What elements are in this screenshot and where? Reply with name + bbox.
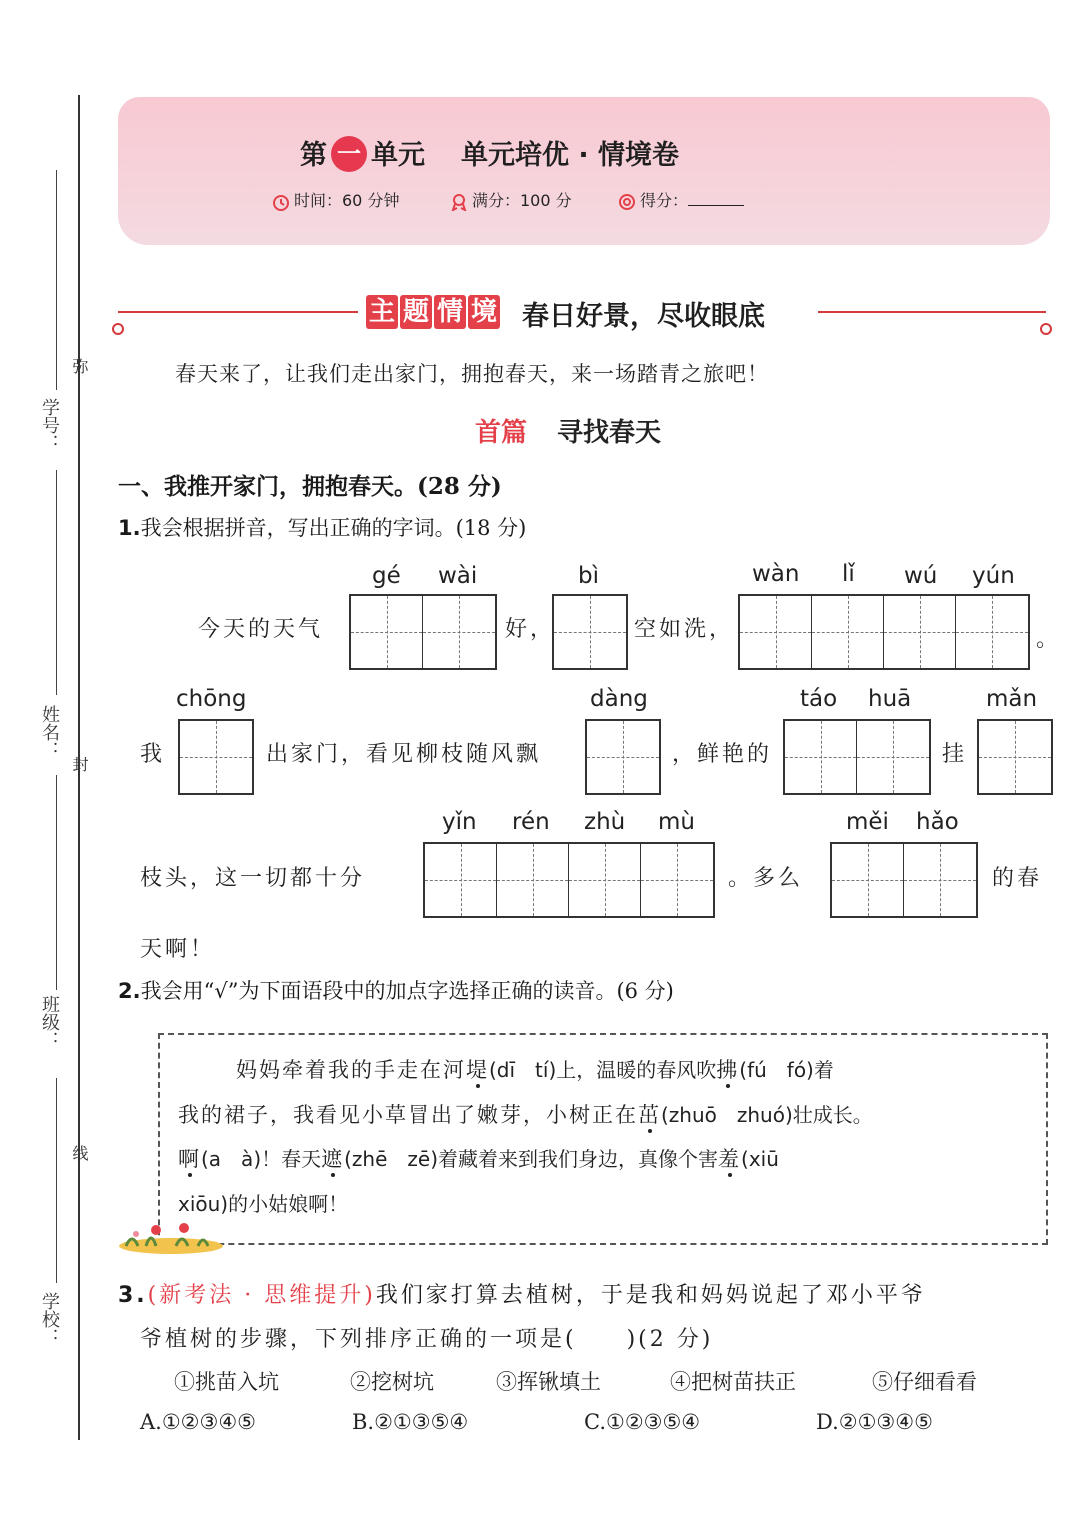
question-number: 1.: [118, 516, 141, 540]
passage-line-3: [178, 1143, 779, 1173]
seal-mark-3: 线: [70, 1145, 89, 1161]
passage-line-2: [178, 1099, 873, 1129]
chapter-label: 首篇: [475, 418, 528, 448]
answer-grid-dang[interactable]: [585, 719, 661, 795]
dotted-char: 羞: [718, 1147, 742, 1171]
theme-rule-right: [818, 311, 1046, 313]
pinyin: rén: [512, 809, 550, 835]
pinyin: dàng: [590, 686, 648, 712]
dotted-char: 遮: [321, 1147, 345, 1171]
question-3-text-2: 爷植树的步骤，下列排序正确的一项是( )(2 分): [140, 1327, 714, 1352]
pinyin: yǐn: [442, 809, 477, 835]
step-5: ⑤仔细看看: [872, 1370, 977, 1394]
seal-mark-2: 封: [70, 756, 89, 772]
q1-line1-mid2: 空如洗，: [634, 617, 735, 642]
pinyin: wài: [438, 563, 478, 589]
question-number: 2.: [118, 979, 141, 1003]
answer-grid-chong[interactable]: [178, 719, 254, 795]
unit-title: [300, 133, 679, 175]
question-number: 3.: [118, 1283, 148, 1308]
q1-line2-mid3: 挂: [942, 742, 968, 767]
dotted-char: 拂: [716, 1058, 740, 1082]
theme-rule-left: [118, 311, 358, 313]
theme-dot-left: [112, 323, 124, 335]
option-b[interactable]: B.②①③⑤④: [352, 1410, 469, 1434]
option-d[interactable]: D.②①③④⑤: [816, 1410, 933, 1434]
score-label: 得分：: [640, 191, 689, 210]
char-cell[interactable]: [857, 721, 929, 793]
char-cell[interactable]: [956, 596, 1028, 668]
reading-options[interactable]: (zhuō zhuó)壮成长。: [661, 1103, 873, 1127]
q1-line3-mid: 。多么: [728, 866, 804, 891]
theme-tag-char: 境: [468, 295, 500, 329]
answer-grid-meihao[interactable]: [830, 842, 978, 918]
medal-icon: [450, 193, 468, 211]
flower-grass-icon: [116, 1218, 226, 1254]
reading-options[interactable]: (a à)！春天: [201, 1147, 322, 1171]
label-school: 学校：: [39, 1292, 60, 1346]
char-cell[interactable]: [641, 844, 713, 916]
step-3: ③挥锹填土: [496, 1370, 601, 1394]
answer-grid-wanliwuyun[interactable]: [738, 594, 1030, 670]
reading-options[interactable]: (dī tí)上，温暖的春风吹: [489, 1058, 717, 1082]
paper-title: 单元培优 · 情境卷: [461, 140, 680, 171]
reading-options[interactable]: xiōu)的小姑娘啊！: [178, 1192, 349, 1216]
q1-line2-pre: 我: [140, 742, 166, 767]
char-cell[interactable]: [979, 721, 1051, 793]
char-cell[interactable]: [785, 721, 857, 793]
pinyin: zhù: [584, 809, 626, 835]
blank-name: [56, 775, 57, 990]
theme-tag-char: 情: [434, 295, 466, 329]
blank-student-id: [56, 170, 57, 390]
char-cell[interactable]: [569, 844, 641, 916]
blank-student-id-2: [56, 470, 57, 695]
answer-grid-man[interactable]: [977, 719, 1053, 795]
reading-options[interactable]: (zhē zē)着藏着来到我们身边，真像个害: [344, 1147, 719, 1171]
seal-mark-1: 弥: [70, 358, 89, 374]
score-blank[interactable]: [688, 189, 744, 206]
char-cell[interactable]: [423, 596, 495, 668]
question-2-heading: [118, 975, 674, 1005]
blank-class: [56, 1078, 57, 1283]
passage-text: 妈妈牵着我的手走在河: [236, 1058, 466, 1082]
question-tag: (新考法 · 思维提升): [147, 1283, 376, 1308]
char-cell[interactable]: [497, 844, 569, 916]
answer-grid-taohua[interactable]: [783, 719, 931, 795]
theme-dot-right: [1040, 323, 1052, 335]
theme-title: 春日好景，尽收眼底: [522, 301, 765, 332]
unit-prefix: 第: [300, 140, 327, 171]
pinyin: huā: [868, 686, 912, 712]
char-cell[interactable]: [180, 721, 252, 793]
option-a[interactable]: A.①②③④⑤: [140, 1410, 256, 1434]
pinyin: mǎn: [986, 686, 1038, 712]
question-text: 我会用“√”为下面语段中的加点字选择正确的读音。(6 分): [140, 979, 674, 1003]
char-cell[interactable]: [812, 596, 884, 668]
reading-options[interactable]: (xiū: [741, 1147, 779, 1171]
chapter-title: 寻找春天: [557, 418, 662, 448]
step-4: ④把树苗扶正: [670, 1370, 796, 1394]
char-cell[interactable]: [904, 844, 976, 916]
theme-tag-char: 题: [400, 295, 432, 329]
pinyin: chōng: [176, 686, 247, 712]
answer-grid-yinrenzhumu[interactable]: [423, 842, 715, 918]
label-name: 姓名：: [39, 705, 60, 759]
time-info: [272, 188, 399, 211]
intro-text: 春天来了，让我们走出家门，拥抱春天，来一场踏青之旅吧！: [175, 362, 769, 386]
target-icon: [618, 193, 636, 211]
question-text: 我会根据拼音，写出正确的字词。(18 分): [140, 516, 527, 540]
reading-options[interactable]: (fú fó)着: [739, 1058, 834, 1082]
full-score-info: [450, 188, 572, 211]
passage-line-1: [236, 1054, 834, 1084]
question-1-heading: [118, 512, 526, 542]
time-text: 时间：60 分钟: [294, 191, 400, 210]
pinyin: táo: [800, 686, 838, 712]
passage-text: 我的裙子，我看见小草冒出了嫩芽，小树正在: [178, 1103, 638, 1127]
full-score-text: 满分：100 分: [472, 191, 572, 210]
score-info: [618, 188, 744, 211]
label-student-id: 学号：: [39, 398, 60, 452]
dotted-char: 啊: [178, 1147, 201, 1171]
pinyin: lǐ: [842, 561, 855, 587]
char-cell[interactable]: [884, 596, 956, 668]
q1-line3-end: 的春: [992, 866, 1043, 891]
clock-icon: [272, 193, 290, 211]
q1-line1-mid: 好，: [505, 617, 556, 642]
chapter-heading: [475, 412, 661, 449]
pinyin: wú: [904, 563, 938, 589]
label-class: 班级：: [39, 995, 60, 1049]
section-heading: 一、我推开家门，拥抱春天。(28 分): [118, 473, 502, 500]
pinyin: mù: [658, 809, 695, 835]
unit-number-badge: 一: [331, 136, 367, 172]
char-cell[interactable]: [740, 596, 812, 668]
char-cell[interactable]: [425, 844, 497, 916]
q1-line4: 天啊！: [140, 937, 216, 962]
unit-suffix: 单元: [371, 140, 425, 171]
q1-line1-pre: 今天的天气: [198, 617, 324, 642]
pinyin: gé: [372, 563, 401, 589]
char-cell[interactable]: [351, 596, 423, 668]
pinyin: yún: [972, 563, 1015, 589]
theme-tag: [366, 295, 502, 331]
pinyin: hǎo: [916, 809, 959, 835]
question-text: 我们家打算去植树，于是我和妈妈说起了邓小平爷: [375, 1283, 926, 1308]
answer-grid-bi[interactable]: [552, 594, 628, 670]
option-c[interactable]: C.①②③⑤④: [584, 1410, 701, 1434]
q1-line3-pre: 枝头，这一切都十分: [140, 866, 366, 891]
question-3-heading: [118, 1278, 926, 1309]
step-2: ②挖树坑: [350, 1370, 434, 1394]
char-cell[interactable]: [832, 844, 904, 916]
theme-tag-char: 主: [366, 295, 398, 329]
dotted-char: 茁: [638, 1103, 661, 1127]
answer-grid-gewai[interactable]: [349, 594, 497, 670]
q1-line2-mid: 出家门，看见柳枝随风飘: [266, 742, 542, 767]
q1-line2-mid2: ，鲜艳的: [672, 742, 773, 767]
char-cell[interactable]: [554, 596, 626, 668]
pinyin: měi: [846, 809, 889, 835]
passage-line-4: [178, 1188, 348, 1217]
pinyin: bì: [578, 563, 599, 589]
char-cell[interactable]: [587, 721, 659, 793]
dotted-char: 堤: [466, 1058, 489, 1082]
step-1: ①挑苗入坑: [174, 1370, 279, 1394]
q1-line1-end: 。: [1036, 627, 1062, 652]
pinyin: wàn: [752, 561, 800, 587]
